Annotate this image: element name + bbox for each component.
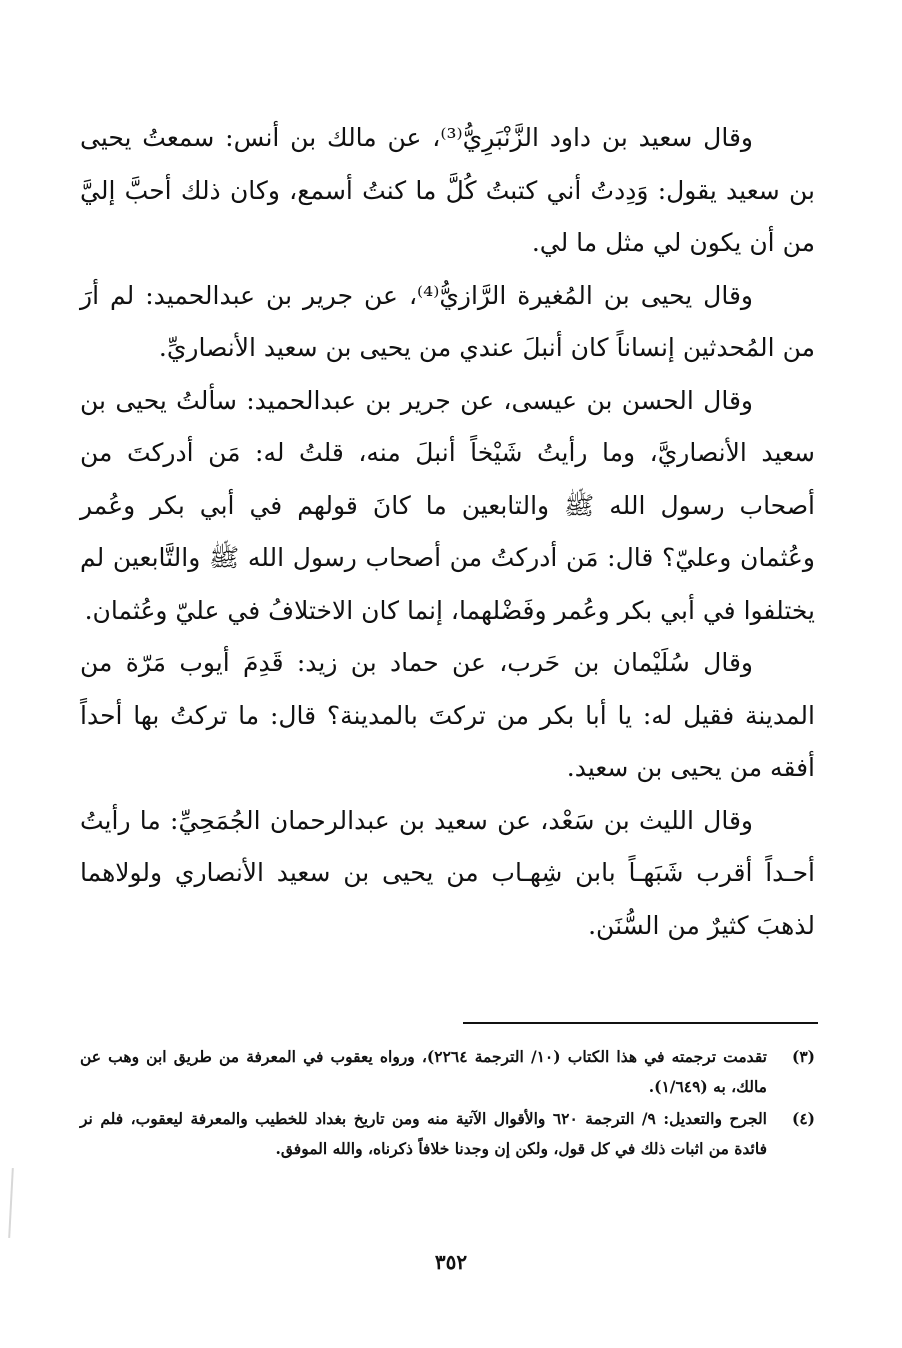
footnote-text: تقدمت ترجمته في هذا الكتاب (١٠/ الترجمة ٢٢٦٤)، ورواه يعقوب في المعرفة من طريق ابن وهب عن مالك، به (١/٦٤٩). [80, 1047, 767, 1096]
paragraph: وقال يحيى بن المُغيرة الرَّازيُّ⁽⁴⁾، عن جرير بن عبدالحميد: لم أرَ من المُحدثين إنساناً كان أنبلَ عندي من يحيى بن سعيد الأنصاريِّ. [80, 280, 815, 362]
footnotes [80, 1042, 815, 1166]
paragraph: وقال الليث بن سَعْد، عن سعيد بن عبدالرحمان الجُمَحِيِّ: ما رأيتُ أحـداً أقرب شَبَهـاً بابن شِهـاب من يحيى بن سعيد الأنصاري ولولاهما لذهبَ كثيرٌ من السُّنَن. [80, 805, 815, 940]
scan-mark [8, 1168, 14, 1238]
paragraph: وقال الحسن بن عيسى، عن جرير بن عبدالحميد: سألتُ يحيى بن سعيد الأنصاريَّ، وما رأيتُ شَيْخاً أنبلَ منه، قلتُ له: مَن أدركتَ من أصحاب رسول الله ﷺ والتابعين ما كانَ قولهم في أبي بكر وعُمر وعُثمان وعليّ؟ قال: مَن أدركتُ من أصحاب رسول الله ﷺ والتَّابعين لم يختلفوا في أبي بكر وعُمر وفَضْلهما، إنما كان الاختلافُ في عليّ وعُثمان. [80, 385, 815, 625]
page-number: ٣٥٢ [434, 1250, 468, 1274]
paragraph: وقال سعيد بن داود الزَّنْبَرِيُّ⁽³⁾، عن مالك بن أنس: سمعتُ يحيى بن سعيد يقول: وَدِدتُ أني كتبتُ كُلَّ ما كنتُ أسمع، وكان ذلك أحبَّ إليَّ من أن يكون لي مثل ما لي. [80, 123, 815, 257]
footnote-divider [463, 1022, 818, 1024]
main-text [80, 112, 815, 952]
footnote [80, 1042, 815, 1102]
footnote-number: (٤) [791, 1109, 815, 1128]
footnote [80, 1104, 815, 1164]
footnote-number: (٣) [791, 1047, 815, 1066]
footnote-text: الجرح والتعديل: ٩/ الترجمة ٦٢٠ والأقوال الآتية منه ومن تاريخ بغداد للخطيب والمعرفة ليعقوب، فلم نر فائدة من اثبات ذلك في كل قول، ولكن إن وجدنا خلافاً ذكرناه، والله الموفق. [80, 1109, 767, 1158]
paragraph: وقال سُلَيْمان بن حَرب، عن حماد بن زيد: قَدِمَ أيوب مَرّة من المدينة فقيل له: يا أبا بكر من تركتَ بالمدينة؟ قال: ما تركتُ بها أحداً أفقه من يحيى بن سعيد. [80, 648, 815, 782]
